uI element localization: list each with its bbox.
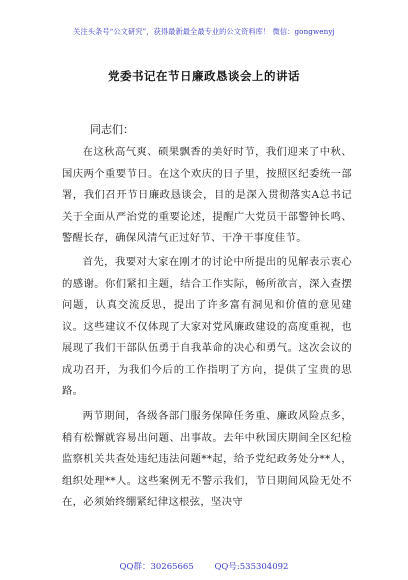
- qq-group-text: QQ群：30265665: [119, 562, 194, 572]
- qq-number-text: QQ号:535304092: [214, 562, 289, 572]
- paragraph: 两节期间，各级各部门服务保障任务重、廉政风险点多，稍有松懈就容易出问题、出事故。去年中秋国庆期间全区纪检监察机关共查处违纪违法问题**起，给予党纪政务处分**人，组织处理**人。这些案例无不警示我们，节日期间风险无处不在，必须始终绷紧纪律这根弦，坚决守: [62, 410, 352, 508]
- paragraph-2-block: [62, 252, 352, 403]
- paragraph-1-block: [62, 142, 352, 250]
- footer-contact: [0, 560, 408, 572]
- paragraph: 在这秋高气爽、硕果飘香的美好时节，我们迎来了中秋、国庆两个重要节日。在这个欢庆的日子里，按照区纪委统一部署，我们召开节日廉政恳谈会，目的是深入贯彻落实A总书记关于全面从严治党的重要论述，提醒广大党员干部警钟长鸣、警醒长存，确保风清气正过好节、干净干事度佳节。: [62, 146, 352, 244]
- paragraph-3-block: [62, 406, 352, 514]
- salutation: 同志们：: [90, 123, 134, 136]
- document-title: 党委书记在节日廉政恳谈会上的讲话: [108, 69, 300, 83]
- paragraph: 首先，我要对大家在刚才的讨论中所提出的见解表示衷心的感谢。你们紧扣主题，结合工作实际，畅所欲言，深入查摆问题，认真交流反思，提出了许多富有洞见和价值的意见建议。这些建议不仅体现了大家对党风廉政建设的高度重视，也展现了我们干部队伍勇于自我革命的决心和勇气。这次会议的成功召开，为我们今后的工作指明了方向，提供了宝贵的思路。: [62, 256, 352, 397]
- promo-header-banner: 关注头条号“公文研究”，获得最新最全最专业的公文资料库！ 微信：gongwenyj: [73, 27, 335, 36]
